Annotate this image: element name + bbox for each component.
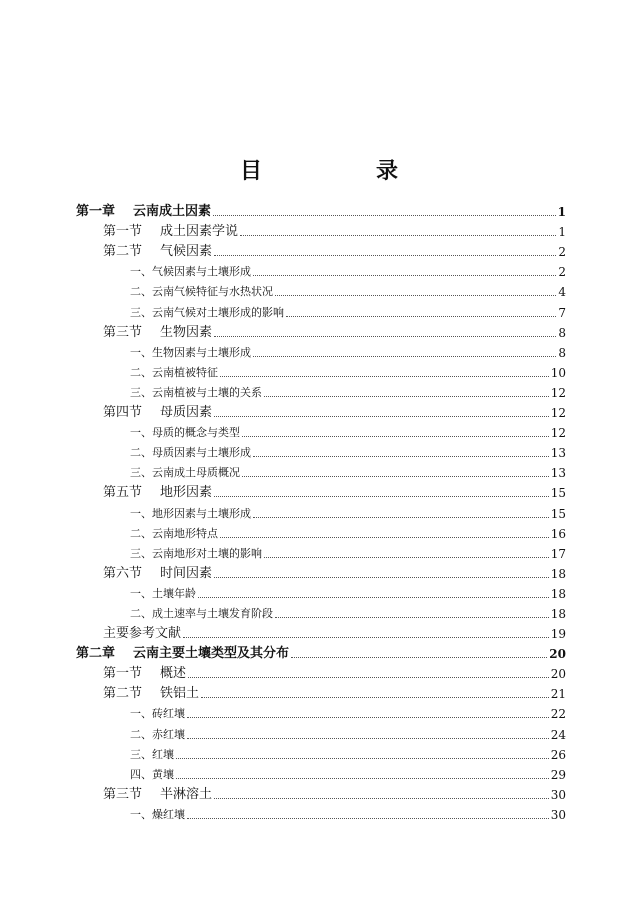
toc-page-number: 7 [558, 305, 566, 320]
toc-entry-label [130, 384, 262, 402]
toc-page-number: 12 [550, 406, 566, 421]
dot-leader [187, 717, 549, 718]
toc-section-entry[interactable] [76, 482, 566, 502]
toc-page-number: 4 [558, 285, 566, 300]
toc-chapter-entry[interactable] [76, 201, 566, 221]
toc-page-number: 15 [550, 486, 566, 501]
toc-page-number: 15 [550, 506, 566, 521]
toc-entry-label [130, 364, 218, 382]
dot-leader [214, 416, 549, 417]
toc-page-number: 19 [550, 627, 566, 642]
toc-section-entry[interactable] [76, 241, 566, 261]
dot-leader [240, 235, 556, 236]
toc-section-entry[interactable] [76, 784, 566, 804]
dot-leader [213, 215, 556, 216]
toc-subsection-entry[interactable] [76, 462, 566, 482]
toc-page-number: 20 [549, 647, 566, 662]
toc-subsection-entry[interactable] [76, 543, 566, 563]
toc-page-number: 20 [550, 667, 566, 682]
toc-entry-label [130, 545, 262, 563]
toc-page-number: 18 [550, 606, 566, 621]
toc-entry-label [130, 766, 174, 784]
toc-section-entry[interactable] [76, 322, 566, 342]
toc-entry-text: 二、赤红壤 [130, 727, 185, 741]
toc-entry-label [130, 726, 185, 744]
toc-subsection-entry[interactable] [76, 442, 566, 462]
toc-entry-text: 成土因素学说 [160, 224, 239, 240]
toc-entry-text: 三、云南地形对土壤的影响 [130, 546, 262, 560]
toc-page-number: 10 [550, 365, 566, 380]
toc-entry-label [103, 565, 212, 583]
toc-entry-text: 一、地形因素与土壤形成 [130, 506, 251, 520]
toc-entry-text: 一、燥红壤 [130, 807, 185, 821]
toc-entry-label [130, 505, 251, 523]
toc-subsection-entry[interactable] [76, 281, 566, 301]
toc-entry-text: 二、成土速率与土壤发育阶段 [130, 606, 273, 620]
dot-leader [201, 697, 549, 698]
dot-leader [214, 255, 556, 256]
toc-entry-number: 第二章 [76, 646, 116, 662]
toc-chapter-entry[interactable] [76, 643, 566, 663]
toc-entry-label [103, 484, 212, 502]
toc-section-entry[interactable] [76, 623, 566, 643]
toc-entry-label [103, 223, 238, 241]
toc-subsection-entry[interactable] [76, 804, 566, 824]
toc-entry-text: 三、云南气候对土壤形成的影响 [130, 305, 284, 319]
dot-leader [275, 295, 556, 296]
toc-entry-label [130, 705, 185, 723]
toc-entry-number: 第二节 [103, 686, 143, 702]
dot-leader [214, 577, 549, 578]
toc-entry-label [130, 605, 273, 623]
dot-leader [264, 557, 549, 558]
dot-leader [220, 376, 549, 377]
toc-page-number: 30 [550, 787, 566, 802]
toc-subsection-entry[interactable] [76, 603, 566, 623]
toc-section-entry[interactable] [76, 402, 566, 422]
toc-entry-label [103, 243, 212, 261]
toc-entry-label [103, 665, 186, 683]
toc-entry-text: 概述 [160, 666, 187, 682]
dot-leader [214, 798, 549, 799]
toc-entry-number: 第五节 [103, 485, 143, 501]
dot-leader [264, 396, 549, 397]
toc-entry-label [130, 746, 174, 764]
dot-leader [253, 275, 556, 276]
toc-entry-label [130, 424, 240, 442]
toc-entry-text: 三、红壤 [130, 747, 174, 761]
dot-leader [242, 436, 549, 437]
toc-entry-label [130, 464, 240, 482]
toc-entry-text: 一、生物因素与土壤形成 [130, 345, 251, 359]
toc-page-number: 18 [550, 566, 566, 581]
toc-entry-label [130, 283, 273, 301]
toc-subsection-entry[interactable] [76, 583, 566, 603]
toc-page-number: 16 [550, 526, 566, 541]
toc-entry-text: 二、云南地形特点 [130, 526, 218, 540]
toc-page-number: 12 [550, 426, 566, 441]
toc-entry-text: 二、母质因素与土壤形成 [130, 446, 251, 460]
toc-entry-text: 地形因素 [160, 485, 213, 501]
table-of-contents [76, 201, 566, 824]
toc-page-number: 12 [550, 385, 566, 400]
toc-page-number: 24 [550, 727, 566, 742]
toc-entry-text: 一、气候因素与土壤形成 [130, 265, 251, 279]
dot-leader [214, 496, 549, 497]
toc-entry-text: 云南成土因素 [133, 204, 212, 220]
toc-entry-text: 二、云南植被特征 [130, 365, 218, 379]
toc-entry-number: 第二节 [103, 244, 143, 260]
toc-entry-label [130, 525, 218, 543]
toc-subsection-entry[interactable] [76, 764, 566, 784]
toc-page-number: 8 [558, 325, 566, 340]
toc-page-number: 21 [550, 687, 566, 702]
dot-leader [253, 517, 549, 518]
toc-page-number: 22 [550, 707, 566, 722]
toc-subsection-entry[interactable] [76, 422, 566, 442]
toc-subsection-entry[interactable] [76, 744, 566, 764]
dot-leader [220, 537, 549, 538]
toc-section-entry[interactable] [76, 683, 566, 703]
toc-entry-label [130, 585, 196, 603]
toc-entry-text: 气候因素 [160, 244, 213, 260]
toc-entry-number: 第一节 [103, 224, 143, 240]
toc-entry-text: 三、云南植被与土壤的关系 [130, 385, 262, 399]
dot-leader [291, 657, 547, 658]
toc-entry-number: 第三节 [103, 324, 143, 340]
toc-entry-number: 第六节 [103, 565, 143, 581]
toc-entry-text: 生物因素 [160, 324, 213, 340]
dot-leader [214, 336, 556, 337]
toc-subsection-entry[interactable] [76, 703, 566, 723]
toc-entry-number: 第一章 [76, 204, 116, 220]
toc-page-number: 1 [557, 205, 566, 220]
toc-page-number: 17 [550, 546, 566, 561]
dot-leader [253, 456, 549, 457]
dot-leader [275, 617, 549, 618]
dot-leader [253, 356, 556, 357]
dot-leader [183, 637, 549, 638]
toc-entry-label [76, 203, 211, 221]
page-title: 目 录 [239, 158, 444, 184]
toc-page-number: 26 [550, 747, 566, 762]
dot-leader [188, 677, 549, 678]
toc-section-entry[interactable] [76, 221, 566, 241]
dot-leader [176, 778, 549, 779]
toc-entry-text: 云南主要土壤类型及其分布 [133, 646, 290, 662]
toc-entry-label [103, 786, 212, 804]
toc-entry-text: 二、云南气候特征与水热状况 [130, 285, 273, 299]
toc-entry-label [103, 324, 212, 342]
toc-entry-text: 一、母质的概念与类型 [130, 426, 240, 440]
toc-entry-label [130, 444, 251, 462]
toc-entry-label [130, 263, 251, 281]
dot-leader [242, 476, 549, 477]
toc-page-number: 2 [558, 245, 566, 260]
dot-leader [286, 316, 556, 317]
toc-entry-label [103, 404, 212, 422]
toc-entry-text: 四、黄壤 [130, 767, 174, 781]
toc-page-number: 29 [550, 767, 566, 782]
toc-subsection-entry[interactable] [76, 523, 566, 543]
toc-entry-number: 第三节 [103, 786, 143, 802]
toc-entry-text: 母质因素 [160, 405, 213, 421]
toc-entry-label [103, 685, 199, 703]
toc-section-entry[interactable] [76, 663, 566, 683]
toc-entry-text: 三、云南成土母质概况 [130, 466, 240, 480]
toc-entry-number: 第四节 [103, 405, 143, 421]
toc-subsection-entry[interactable] [76, 502, 566, 522]
toc-entry-text: 铁铝土 [160, 686, 200, 702]
toc-entry-label [103, 625, 181, 643]
toc-subsection-entry[interactable] [76, 723, 566, 743]
toc-subsection-entry[interactable] [76, 301, 566, 321]
dot-leader [187, 738, 549, 739]
toc-page-number: 8 [558, 345, 566, 360]
toc-subsection-entry[interactable] [76, 382, 566, 402]
toc-entry-label [130, 304, 284, 322]
toc-entry-label [130, 344, 251, 362]
dot-leader [198, 597, 549, 598]
toc-subsection-entry[interactable] [76, 342, 566, 362]
toc-page-number: 13 [550, 466, 566, 481]
toc-entry-text: 半淋溶土 [160, 786, 213, 802]
toc-subsection-entry[interactable] [76, 362, 566, 382]
toc-entry-text: 一、土壤年龄 [130, 586, 196, 600]
toc-page-number: 18 [550, 586, 566, 601]
toc-page-number: 2 [558, 265, 566, 280]
toc-section-entry[interactable] [76, 563, 566, 583]
toc-entry-number: 第一节 [103, 666, 143, 682]
toc-page-number: 1 [558, 225, 566, 240]
toc-page-number: 30 [550, 807, 566, 822]
toc-entry-label [76, 645, 289, 663]
toc-entry-label [130, 806, 185, 824]
toc-page-number: 13 [550, 446, 566, 461]
toc-entry-text: 一、砖红壤 [130, 707, 185, 721]
dot-leader [187, 818, 549, 819]
toc-subsection-entry[interactable] [76, 261, 566, 281]
toc-entry-text: 时间因素 [160, 565, 213, 581]
dot-leader [176, 758, 549, 759]
toc-entry-text: 主要参考文献 [103, 626, 182, 642]
